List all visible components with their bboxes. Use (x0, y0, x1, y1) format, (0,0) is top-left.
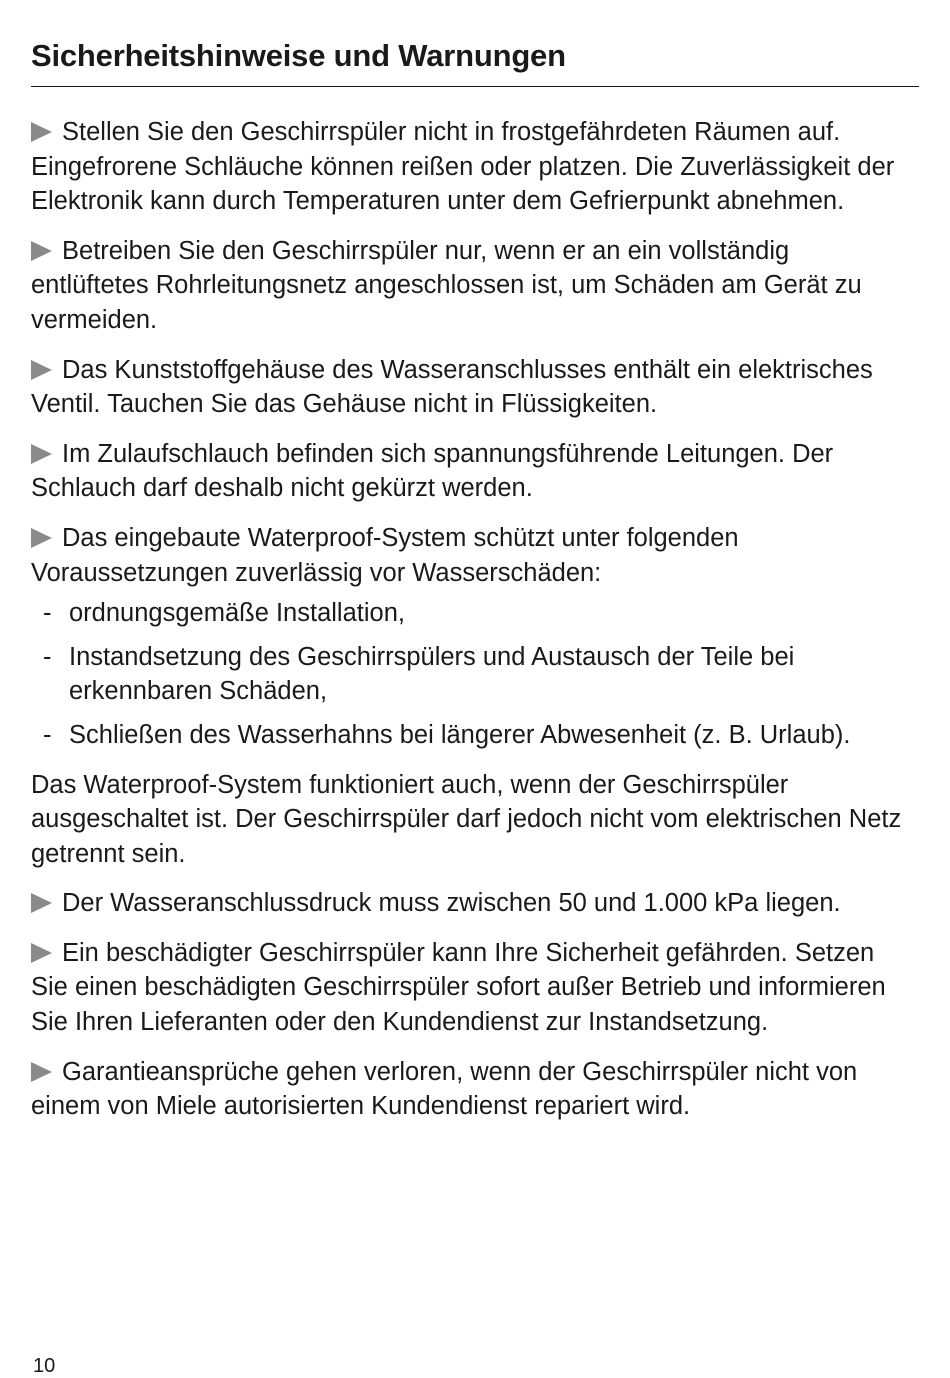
warning-paragraph-3 (31, 353, 911, 422)
triangle-bullet-icon (31, 122, 52, 142)
waterproof-note-paragraph: Das Waterproof-System funktioniert auch, wenn der Geschirrspüler ausgeschaltet ist. Der Geschirrspüler darf jedoch nicht vom elektrischen Netz getrennt sein. (31, 770, 902, 868)
list-dash: - (43, 642, 52, 671)
warning-paragraph-4 (31, 437, 911, 506)
waterproof-conditions-list (31, 596, 911, 752)
list-item (31, 596, 911, 631)
list-item (31, 640, 911, 709)
list-dash: - (43, 720, 52, 749)
triangle-bullet-icon (31, 943, 52, 963)
triangle-bullet-icon (31, 893, 52, 913)
warning-text-6: Der Wasseranschlussdruck muss zwischen 50 und 1.000 kPa liegen. (62, 889, 841, 918)
triangle-bullet-icon (31, 444, 52, 464)
warning-paragraph-5 (31, 521, 911, 590)
warning-text-1: Stellen Sie den Geschirrspüler nicht in frostgefährdeten Räumen auf. Eingefrorene Schläuche können reißen oder platzen. Die Zuverlässigkeit der Elektronik kann durch Temperaturen unter dem Gefrierpunkt abnehmen. (31, 118, 895, 216)
warning-paragraph-8 (31, 1055, 911, 1124)
triangle-bullet-icon (31, 528, 52, 548)
content-body (31, 115, 911, 1139)
warning-text-4: Im Zulaufschlauch befinden sich spannungsführende Leitungen. Der Schlauch darf deshalb nicht gekürzt werden. (31, 439, 834, 503)
triangle-bullet-icon (31, 1062, 52, 1082)
list-dash: - (43, 599, 52, 628)
page-number: 10 (33, 1355, 56, 1377)
warning-text-7: Ein beschädigter Geschirrspüler kann Ihre Sicherheit gefährden. Setzen Sie einen beschädigten Geschirrspüler sofort außer Betrieb und informieren Sie Ihren Lieferanten oder den Kundendienst zur Instandsetzung. (31, 938, 886, 1037)
warning-paragraph-6 (31, 886, 911, 921)
warning-text-5: Das eingebaute Waterproof-System schützt unter folgenden Voraussetzungen zuverlässig vor Wasserschäden: (31, 523, 739, 587)
list-item-text: Instandsetzung des Geschirrspülers und Austausch der Teile bei erkennbaren Schäden, (69, 642, 795, 706)
warning-paragraph-7 (31, 936, 911, 1040)
warning-text-3: Das Kunststoffgehäuse des Wasseranschlusses enthält ein elektrisches Ventil. Tauchen Sie das Gehäuse nicht in Flüssigkeiten. (31, 355, 873, 419)
triangle-bullet-icon (31, 360, 52, 380)
list-item-text: ordnungsgemäße Installation, (69, 599, 405, 628)
warning-paragraph-2 (31, 234, 911, 338)
list-item (31, 718, 911, 753)
triangle-bullet-icon (31, 241, 52, 261)
heading-rule (31, 86, 919, 87)
warning-text-8: Garantieansprüche gehen verloren, wenn der Geschirrspüler nicht von einem von Miele autorisierten Kundendienst repariert wird. (31, 1057, 858, 1121)
list-item-text: Schließen des Wasserhahns bei längerer Abwesenheit (z. B. Urlaub). (69, 720, 851, 749)
warning-paragraph-1 (31, 115, 911, 219)
warning-text-2: Betreiben Sie den Geschirrspüler nur, wenn er an ein vollständig entlüftetes Rohrleitungsnetz angeschlossen ist, um Schäden am Gerät zu vermeiden. (31, 236, 862, 334)
section-heading: Sicherheitshinweise und Warnungen (31, 38, 566, 73)
